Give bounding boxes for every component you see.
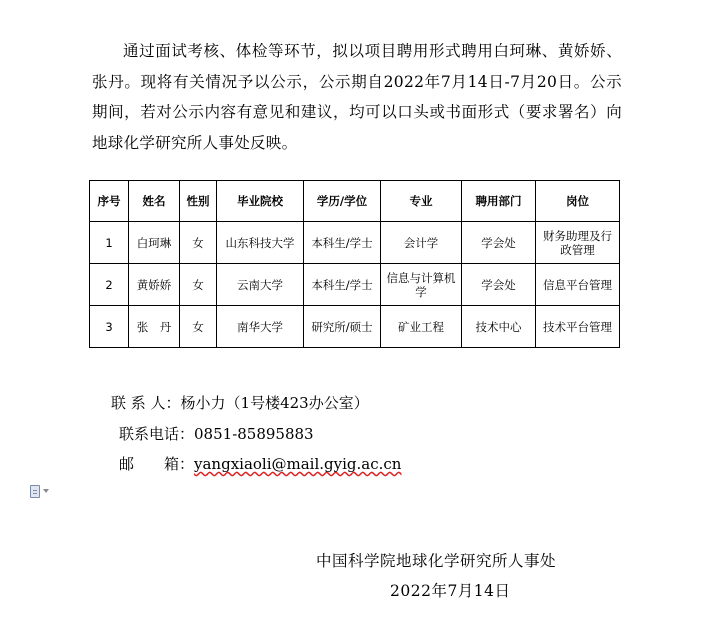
cell-name: 张 丹: [129, 306, 180, 348]
cell-gender: 女: [180, 222, 217, 264]
header-department: 聘用部门: [462, 181, 536, 222]
cell-index: 3: [90, 306, 129, 348]
table-row: [90, 222, 620, 264]
contact-email-value[interactable]: yangxiaoli@mail.gyig.ac.cn: [194, 455, 402, 473]
contact-phone: [119, 424, 314, 444]
cell-major: 矿业工程: [381, 306, 462, 348]
header-degree: 学历/学位: [304, 181, 381, 222]
document-options-button[interactable]: [30, 484, 56, 498]
staff-table: [89, 180, 620, 348]
table-header-row: [90, 181, 620, 222]
document-icon: [30, 485, 40, 498]
cell-department: 学会处: [462, 222, 536, 264]
header-position: 岗位: [536, 181, 620, 222]
header-gender: 性别: [180, 181, 217, 222]
cell-name: 白珂琳: [129, 222, 180, 264]
cell-name: 黄娇娇: [129, 264, 180, 306]
contact-phone-value: 0851-85895883: [194, 425, 314, 443]
header-school: 毕业院校: [217, 181, 304, 222]
contact-person: [111, 393, 369, 413]
contact-phone-label: 联系电话：: [119, 425, 195, 443]
cell-gender: 女: [180, 306, 217, 348]
signature-date: 2022年7月14日: [390, 582, 511, 600]
cell-index: 1: [90, 222, 129, 264]
header-major: 专业: [381, 181, 462, 222]
cell-degree: 研究所/硕士: [304, 306, 381, 348]
cell-position: 技术平台管理: [536, 306, 620, 348]
cell-major: 会计学: [381, 222, 462, 264]
cell-degree: 本科生/学士: [304, 222, 381, 264]
cell-major: 信息与计算机学: [381, 264, 462, 306]
table-row: [90, 264, 620, 306]
cell-position: 信息平台管理: [536, 264, 620, 306]
signature-org: 中国科学院地球化学研究所人事处: [316, 552, 557, 570]
cell-department: 技术中心: [462, 306, 536, 348]
header-index: 序号: [90, 181, 129, 222]
contact-person-value: 杨小力（1号楼423办公室）: [180, 394, 369, 412]
cell-school: 山东科技大学: [217, 222, 304, 264]
chevron-down-icon: [43, 489, 49, 493]
cell-position: 财务助理及行政管理: [536, 222, 620, 264]
cell-department: 学会处: [462, 264, 536, 306]
announcement-paragraph: 通过面试考核、体检等环节，拟以项目聘用形式聘用白珂琳、黄娇娇、张丹。现将有关情况予以公示，公示期自2022年7月14日-7月20日。公示期间，若对公示内容有意见和建议，均可以口头或书面形式（要求署名）向地球化学研究所人事处反映。: [92, 42, 622, 152]
contact-email: [119, 454, 401, 474]
header-name: 姓名: [129, 181, 180, 222]
cell-school: 南华大学: [217, 306, 304, 348]
contact-email-label: 邮 箱：: [119, 455, 195, 473]
cell-school: 云南大学: [217, 264, 304, 306]
cell-index: 2: [90, 264, 129, 306]
cell-gender: 女: [180, 264, 217, 306]
table-row: [90, 306, 620, 348]
contact-person-label: 联 系 人：: [111, 394, 181, 412]
cell-degree: 本科生/学士: [304, 264, 381, 306]
